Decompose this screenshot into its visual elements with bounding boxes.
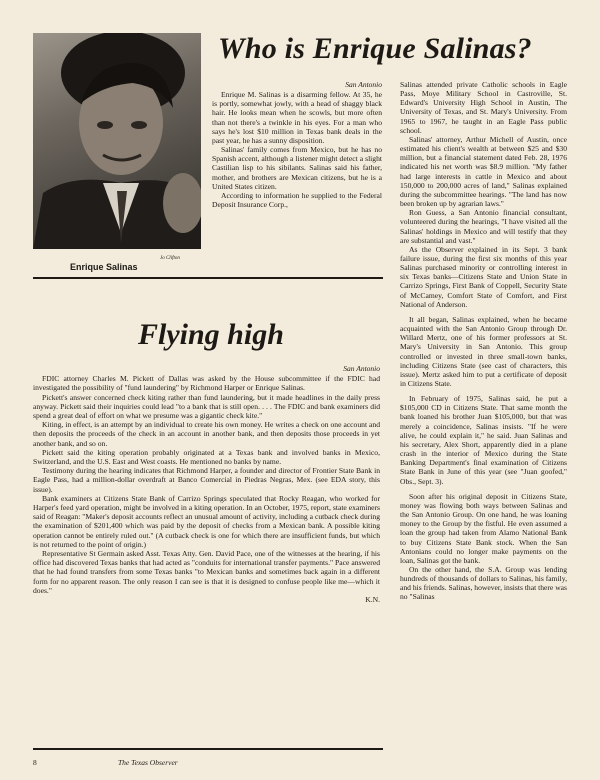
photo-credit: Jo Clifton (160, 256, 180, 261)
publication-name: The Texas Observer (118, 758, 178, 767)
bottom-article-body (33, 364, 380, 604)
top-article-left-column (212, 80, 382, 258)
footer-rule (33, 748, 383, 750)
paragraph: Salinas' attorney, Arthur Michell of Austin, once estimated his client's wealth at between $25 and $30 million, but a financial statement dated Feb. 28, 1976 indicated his net worth was $8.9 million. "My father had large interests in cattle in Mexico and about 150,000 to 200,000 acres of land," Salinas explained during the subcommittee hearings. "The land has now been broken up by agrarian laws." (400, 134, 567, 209)
paragraph: Pickett's answer concerned check kiting rather than fund laundering, but it made headlines in the daily press anyway. Pickett said their inquiries could lead "to a bank that is still open. . . . The FDIC and bank examiners did spend a great deal of effort on what we presume was a gigantic check kite." (33, 392, 380, 421)
dateline: San Antonio (345, 80, 382, 89)
dateline: San Antonio (343, 364, 380, 373)
paragraph: Representative St Germain asked Asst. Texas Atty. Gen. David Pace, one of the witnesses at the hearing, if his office had discovered Texas banks that had acted as "conduits for international transfer payments." Pace answered that he had found transfers from some Texas banks "to Mexican banks and sometimes back again in a different form for no apparent reason. The only reason I can see is that it is designed to confuse people like me—which it does." (33, 549, 380, 595)
paragraph: It all began, Salinas explained, when he became acquainted with the San Antonio Group through Dr. Willard Mertz, one of his former professors at St. Mary's University in San Antonio. This group controlled or invested in three small-town banks, including Citizens State (see cast of characters, this issue). Mertz asked him to put a certificate of deposit in Citizens State. (400, 314, 567, 388)
headline-flying-high: Flying high (138, 318, 284, 351)
page-number: 8 (33, 758, 37, 767)
paragraph: Salinas' family comes from Mexico, but he has no Spanish accent, although a listener might detect a slight Castilian lisp to his sibilants. Salinas said his father, mother, and brothers are Mexican citizens, but he is a United States citizen. (212, 145, 382, 191)
paragraph: Salinas attended private Catholic schools in Eagle Pass, Moye Military School in Castroville, St. Edward's University High School in Austin, The University of Texas, and St. Mary's University. From 1965 to 1967, he taught in an Eagle Pass public school. (400, 80, 567, 135)
paragraph: Ron Guess, a San Antonio financial consultant, volunteered during the hearings, "I have visited all the Salinas' holdings in Mexico and will testify that they are substantial and vast." (400, 208, 567, 245)
paragraph: FDIC attorney Charles M. Pickett of Dallas was asked by the House subcommittee if the FDIC had investigated the possibility of "fund laundering" by Richmond Harper or Enrique Salinas. (33, 374, 380, 393)
portrait-photo (33, 33, 201, 249)
paragraph: Kiting, in effect, is an attempt by an individual to create his own money. He writes a check on one account and then deposits the proceeds of the check in an account in another bank, and then deposits those proceeds in yet another bank, and so on. (33, 420, 380, 448)
section-divider (33, 277, 383, 279)
paragraph: On the other hand, the S.A. Group was lending hundreds of thousands of dollars to Salinas, his family, and his friends. Salinas, however, insists that there was no "Salinas (400, 564, 567, 602)
photo-caption: Enrique Salinas (70, 262, 138, 272)
top-article-right-column (400, 80, 567, 754)
paragraph: As the Observer explained in its Sept. 3 bank failure issue, during the first six months of this year Salinas purchased minority or controlling interest in six Texas banks—Citizens State and Union State in Carrizo Springs, First Bank of Coppell, Security State of McCamey, Comfort State of Comfort, and First National of Anderson. (400, 244, 567, 309)
paragraph: In February of 1975, Salinas said, he put a $105,000 CD in Citizens State. That same month the bank loaned his brother Juan $105,000, but that was merely a coincidence, Salinas insists. "If he were alive, he could explain it," he said. Juan Salinas and his secretary, Alex Short, apparently died in a plane crash in the interior of Mexico during the State Banking Department's final examination of Citizens State Bank in June of this year (see "Juan goofed," Obs., Sept. 3). (400, 394, 567, 486)
headline-enrique-salinas: Who is Enrique Salinas? (218, 32, 532, 65)
paragraph: Testimony during the hearing indicates that Richmond Harper, a founder and director of Frontier State Bank in Eagle Pass, had a million-dollar overdraft at Banco Comercial in Piedras Negras, Mex. (see EDA story, this issue). (33, 466, 380, 494)
paragraph: Bank examiners at Citizens State Bank of Carrizo Springs speculated that Rocky Reagan, who worked for Harper's feed yard operation, might be involved in a kiting operation. In an October, 1975, report, state examiners said of Reagan: "Maker's deposit accounts reflect an unusual amount of activity, including a cutback check during the examination of $201,400 which was paid by the deposit of checks from a Mexican bank. A possible kiting operation cannot be entirely ruled out." (A cutback check is one for which there are insufficient funds, but which is not returned to the point of origin.) (33, 493, 380, 549)
paragraph: Pickett said the kiting operation probably originated at a Texas bank and involved banks in Mexico, Switzerland, and the U.S. East and West coasts. He mentioned no banks by name. (33, 447, 380, 467)
paragraph: Soon after his original deposit in Citizens State, money was flowing both ways between Salinas and the San Antonio Group. On one hand, he was loaning money to the Group by the fistful. He even assumed a loan the group had taken from Alamo National Bank to buy Citizens State Bank stock. When the San Antonians could no longer make payments on the loan, Salinas got the bank. (400, 491, 567, 565)
paragraph: According to information he supplied to the Federal Deposit Insurance Corp., (212, 190, 382, 210)
author-initials: K.N. (365, 595, 380, 605)
paragraph: Enrique M. Salinas is a disarming fellow. At 35, he is portly, somewhat jowly, with a head of shaggy black hair. He looks mean when he scowls, but more often than not there's a twinkle in his eyes. For a man who says he's lost $10 million in Texas bank deals in the past year, he has a sunny disposition. (212, 90, 382, 145)
